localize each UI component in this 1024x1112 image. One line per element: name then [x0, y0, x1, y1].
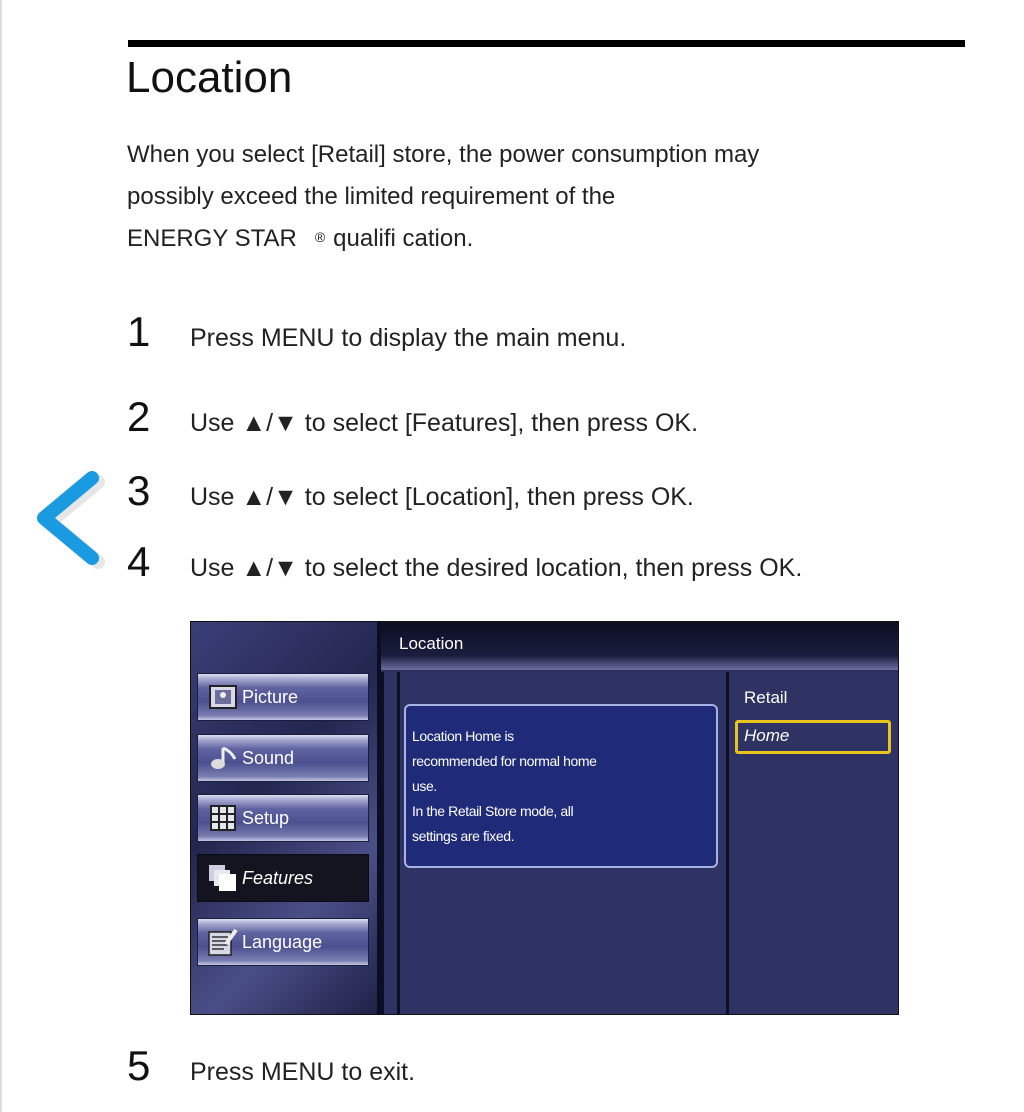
- info-line: In the Retail Store mode, all: [412, 803, 574, 819]
- tv-menu-item-picture[interactable]: [197, 673, 369, 721]
- info-line: Location Home is: [412, 728, 514, 744]
- chevron-left-icon: [30, 466, 110, 576]
- picture-icon: [208, 684, 238, 710]
- tv-menu-item-sound[interactable]: [197, 734, 369, 782]
- step-number: 2: [127, 393, 151, 440]
- step-number: 1: [127, 308, 151, 355]
- tv-menu-item-label: Sound: [242, 747, 295, 768]
- step-text: Use ▲/▼ to select [Location], then press OK.: [190, 483, 694, 511]
- step-text: Use ▲/▼ to select [Features], then press OK.: [190, 409, 699, 437]
- tv-divider: [381, 672, 384, 1015]
- language-icon: [208, 929, 238, 955]
- registered-mark: ®: [314, 229, 326, 245]
- features-icon: [208, 865, 238, 891]
- info-line: use.: [412, 778, 437, 794]
- qualification-text: qualifi cation.: [333, 225, 474, 252]
- tv-menu-item-setup[interactable]: [197, 794, 369, 842]
- step-text: Press MENU to display the main menu.: [190, 324, 627, 352]
- step-4: [127, 538, 802, 586]
- left-border: [0, 0, 2, 1112]
- intro-line-2: possibly exceed the limited requirement of the: [127, 183, 616, 210]
- back-button[interactable]: [30, 466, 110, 576]
- step-number: 3: [127, 467, 151, 514]
- energy-star-text: ENERGY STAR: [127, 225, 297, 252]
- tv-menu-item-features[interactable]: [197, 854, 369, 902]
- tv-menu-item-label: Language: [242, 931, 323, 952]
- step-number: 4: [127, 538, 151, 585]
- tv-header-title: Location: [399, 634, 464, 653]
- music-note-icon: [208, 745, 238, 771]
- tv-option-home[interactable]: Home: [735, 720, 891, 754]
- step-1: [127, 308, 626, 356]
- info-line: recommended for normal home: [412, 753, 597, 769]
- step-2: [127, 393, 698, 441]
- step-number: 5: [127, 1042, 151, 1089]
- title-rule: [128, 40, 965, 47]
- tv-menu-item-language[interactable]: [197, 918, 369, 966]
- tv-menu-item-label: Setup: [242, 807, 290, 828]
- intro-line-1: When you select [Retail] store, the power consumption may: [127, 141, 760, 168]
- info-line: settings are fixed.: [412, 828, 515, 844]
- intro-line-3: [127, 218, 847, 262]
- tv-header: [381, 622, 899, 670]
- grid-icon: [208, 805, 238, 831]
- tv-option-retail[interactable]: Retail: [744, 688, 788, 707]
- page-title: Location: [126, 53, 293, 102]
- step-text: Press MENU to exit.: [190, 1058, 416, 1086]
- tv-info-box: [404, 704, 718, 868]
- tv-menu-item-label: Picture: [242, 686, 299, 707]
- step-3: [127, 467, 694, 515]
- tv-divider: [397, 672, 400, 1015]
- intro-paragraph: [127, 134, 847, 262]
- tv-menu-screenshot: [190, 621, 899, 1015]
- step-text: Use ▲/▼ to select the desired location, then press OK.: [190, 554, 803, 582]
- step-5: [127, 1042, 415, 1090]
- tv-divider: [726, 672, 729, 1015]
- tv-menu-item-label: Features: [242, 867, 314, 888]
